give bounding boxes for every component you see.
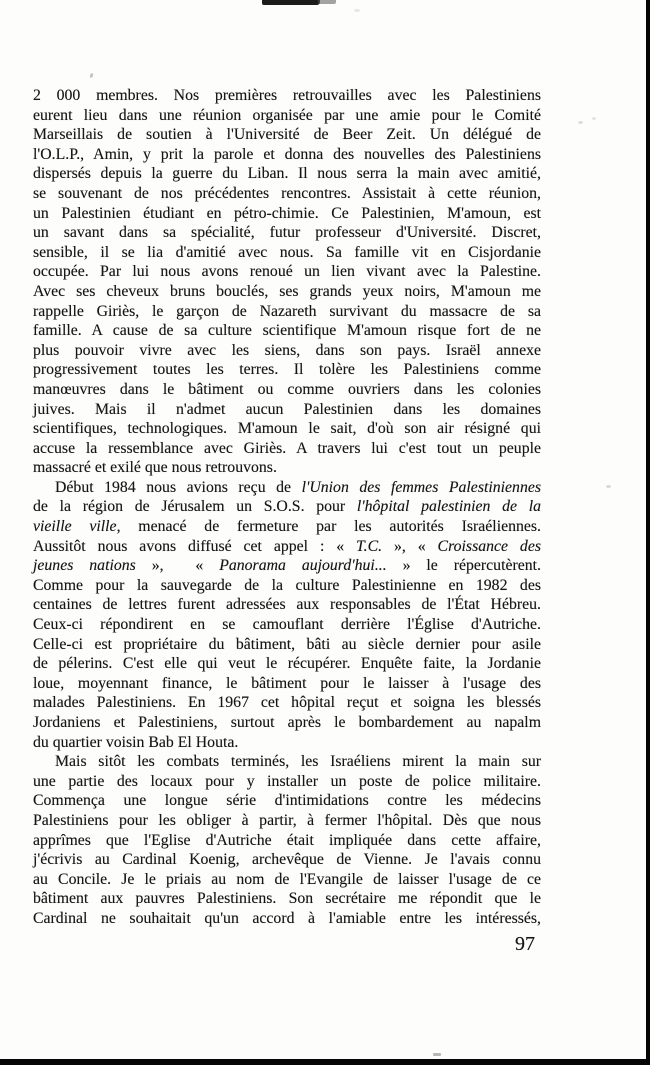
text-line: plus pouvoir vivre avec les siens, dans son pays. Israël annexe	[33, 341, 541, 359]
scan-speck	[433, 1053, 441, 1056]
text-line: malades Palestiniens. En 1967 cet hôpital reçut et soigna les blessés	[33, 694, 541, 712]
text-line: au Concile. Je le priais au nom de l'Evangile de laisser l'usage de ce	[33, 870, 541, 888]
page-text	[33, 86, 541, 929]
text-line: apprîmes que l'Eglise d'Autriche était impliquée dans cette affaire,	[33, 831, 541, 849]
text-line: se souvenant de nos précédentes rencontres. Assistait à cette réunion,	[33, 184, 541, 202]
text-line: un Palestinien étudiant en pétro-chimie. Ce Palestinien, M'amoun, est	[33, 204, 541, 222]
text-line: une partie des locaux pour y installer un poste de police militaire.	[33, 772, 541, 790]
text-line: l'O.L.P., Amin, y prit la parole et donna des nouvelles des Palestiniens	[33, 145, 541, 163]
text-line: vieille ville, menacé de fermeture par les autorités Israéliennes.	[33, 518, 541, 536]
scan-speck	[578, 121, 583, 124]
text-line: Comme pour la sauvegarde de la culture Palestinienne en 1982 des	[33, 576, 541, 594]
text-line: centaines de lettres furent adressées aux responsables de l'État Hébreu.	[33, 596, 541, 614]
text-line: massacré et exilé que nous retrouvons.	[33, 459, 277, 477]
text-line: jeunes nations », « Panorama aujourd'hui... » le répercutèrent.	[33, 557, 541, 575]
text-line: dispersés depuis la guerre du Liban. Il nous serra la main avec amitié,	[33, 165, 541, 183]
scan-edge-right-bar	[646, 0, 650, 1065]
text-line: j'écrivis au Cardinal Koenig, archevêque de Vienne. Je l'avais connu	[33, 851, 541, 869]
text-line: de la région de Jérusalem un S.O.S. pour l'hôpital palestinien de la	[33, 498, 541, 516]
text-line: bâtiment aux pauvres Palestiniens. Son secrétaire me répondit que le	[33, 890, 541, 908]
text-line: sensible, il se lia d'amitié avec nous. Sa famille vit en Cisjordanie	[33, 243, 541, 261]
text-line: famille. A cause de sa culture scientifique M'amoun risque fort de ne	[33, 322, 541, 340]
scan-speck	[89, 73, 94, 79]
text-line: Celle-ci est propriétaire du bâtiment, bâti au siècle dernier pour asile	[33, 635, 541, 653]
text-line: accuse la ressemblance avec Giriès. A travers lui c'est tout un peuple	[33, 439, 541, 457]
text-line: scientifiques, technologiques. M'amoun le sait, d'où son air résigné qui	[33, 420, 541, 438]
text-line: Cardinal ne souhaitait qu'un accord à l'amiable entre les intéressés,	[33, 909, 541, 927]
text-line: Palestiniens pour les obliger à partir, à fermer l'hôpital. Dès que nous	[33, 811, 541, 829]
scan-speck	[606, 485, 611, 488]
scan-speck	[592, 117, 596, 120]
scan-smudge-top	[262, 0, 320, 5]
text-line: de pélerins. C'est elle qui veut le récupérer. Enquête faite, la Jordanie	[33, 655, 541, 673]
text-line: Avec ses cheveux bruns bouclés, ses grands yeux noirs, M'amoun me	[33, 282, 541, 300]
text-line: loue, moyennant finance, le bâtiment pour le laisser à l'usage des	[33, 674, 541, 692]
text-line: du quartier voisin Bab El Houta.	[33, 733, 239, 751]
text-line: juives. Mais il n'admet aucun Palestinien dans les domaines	[33, 400, 541, 418]
text-line: Mais sitôt les combats terminés, les Israéliens mirent la main sur	[55, 753, 541, 771]
text-line: manœuvres dans le bâtiment ou comme ouvriers dans les colonies	[33, 380, 541, 398]
text-line: un savant dans sa spécialité, futur professeur d'Université. Discret,	[33, 224, 541, 242]
text-line: progressivement toutes les terres. Il tolère les Palestiniens comme	[33, 361, 541, 379]
text-line: Commença une longue série d'intimidations contre les médecins	[33, 792, 541, 810]
text-line: rappelle Giriès, le garçon de Nazareth survivant du massacre de sa	[33, 302, 541, 320]
text-line: Début 1984 nous avions reçu de l'Union des femmes Palestiniennes	[55, 478, 541, 496]
scan-smudge-top-faint	[318, 0, 336, 4]
scan-edge-bottom-bar	[0, 1059, 650, 1065]
text-line: 2 000 membres. Nos premières retrouvailles avec les Palestiniens	[33, 87, 541, 104]
text-line: occupée. Par lui nous avons renoué un lien vivant avec la Palestine.	[33, 263, 541, 281]
text-line: eurent lieu dans une réunion organisée par une amie pour le Comité	[33, 106, 541, 124]
text-line: Ceux-ci répondirent en se camouflant derrière l'Église d'Autriche.	[33, 616, 541, 634]
page-number: 97	[515, 933, 535, 955]
text-line: Aussitôt nous avons diffusé cet appel : « T.C. », « Croissance des	[33, 537, 541, 555]
text-line: Marseillais de soutien à l'Université de Beer Zeit. Un délégué de	[33, 126, 541, 144]
text-line: Jordaniens et Palestiniens, surtout après le bombardement au napalm	[33, 714, 541, 731]
scan-speck	[354, 9, 360, 12]
